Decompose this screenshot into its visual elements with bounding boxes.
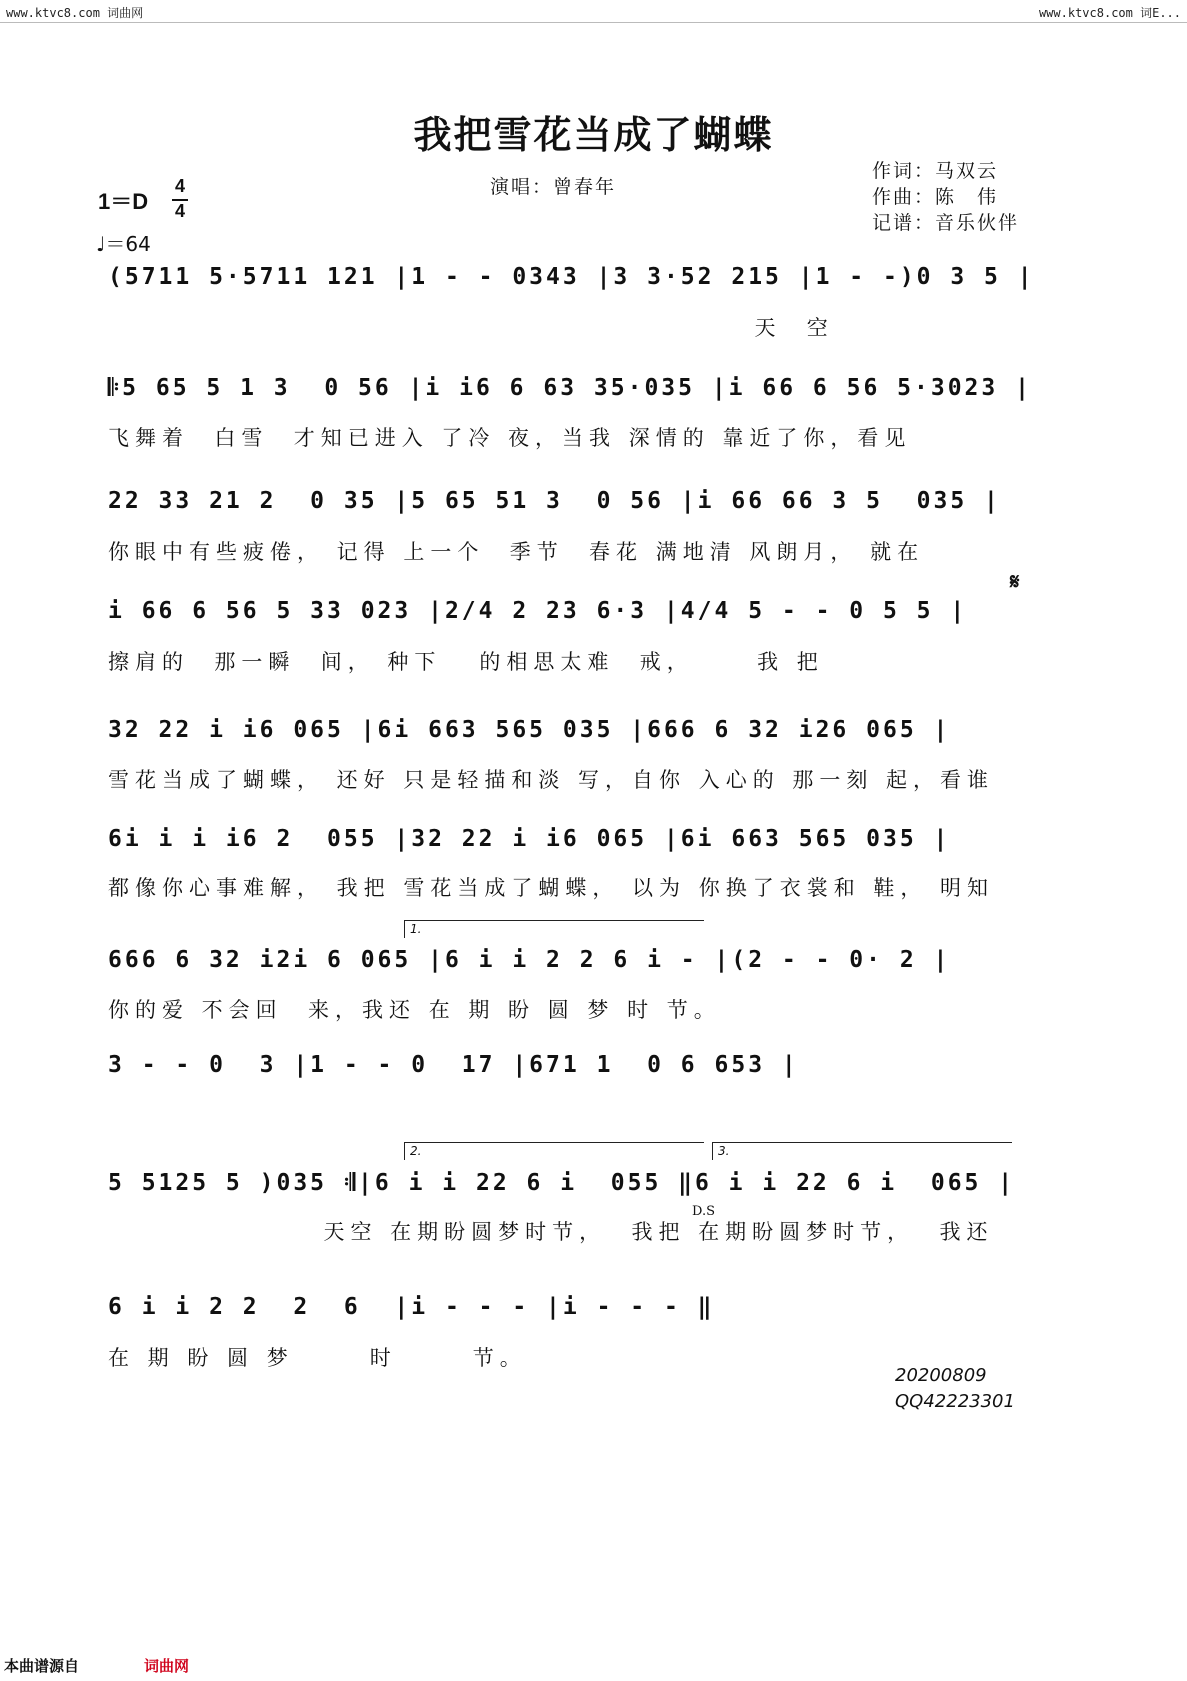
notation-row: [108, 717, 1098, 761]
volta-2-edge: [404, 1142, 405, 1160]
lyric-line: 在 期 盼 圆 梦 时 节。: [108, 1346, 527, 1370]
tempo-mark: ♩＝64: [96, 232, 151, 256]
notation-row: [108, 598, 1098, 642]
footer-site-link[interactable]: 词曲网: [144, 1657, 190, 1675]
lyric-line: 雪花当成了蝴蝶， 还好 只是轻描和淡 写，自你 入心的 那一刻 起，看谁: [108, 768, 995, 792]
key-signature: 1＝D: [98, 189, 149, 214]
volta-3-label: 3.: [718, 1144, 730, 1158]
notation-line: i 66 6 56 5 33 023 |2/4 2 23 6·3 |4/4 5 - - 0 5 5 |: [108, 598, 968, 624]
transcription-date: 20200809: [895, 1365, 987, 1386]
notation-line: (5711 5·5711 121 |1 - - 0343 |3 3·52 215 |1 - -)0 3 5 |: [108, 264, 1035, 290]
volta-2-label: 2.: [410, 1144, 422, 1158]
notation-row: [108, 826, 1098, 870]
notation-row: [108, 488, 1098, 532]
composer-credit: 作曲：陈 伟: [872, 186, 999, 208]
lyric-line: 都像你心事难解， 我把 雪花当成了蝴蝶， 以为 你换了衣裳和 鞋， 明知: [108, 876, 995, 900]
lyric-line: 天 空: [108, 316, 834, 340]
lyric-line: 你眼中有些疲倦， 记得 上一个 季节 春花 满地清 风朗月， 就在: [108, 540, 925, 564]
time-signature-top: 4: [175, 176, 186, 196]
notation-row: [108, 375, 1098, 419]
lyric-line: 擦肩的 那一瞬 间， 种下 的相思太难 戒， 我 把: [108, 650, 824, 674]
notation-line: 6i i i i6 2 055 |32 22 i i6 065 |6i 663 565 035 |: [108, 826, 951, 852]
lyric-line: 你的爱 不会回 来，我还 在 期 盼 圆 梦 时 节。: [108, 998, 721, 1022]
volta-1-edge: [404, 920, 405, 938]
volta-1-label: 1.: [410, 922, 422, 936]
transcriber-qq: QQ42223301: [895, 1391, 1015, 1412]
notation-row: [108, 1294, 1098, 1338]
song-title: 我把雪花当成了蝴蝶: [413, 112, 774, 157]
volta-3-edge: [712, 1142, 713, 1160]
volta-1-bracket: [404, 920, 704, 921]
volta-2-bracket: [404, 1142, 704, 1143]
notation-line: 𝄆5 65 5 1 3 0 56 |i i6 6 63 35·035 |i 66 6 56 5·3023 |: [108, 375, 1032, 401]
notation-line: 5 5125 5 )035 𝄇|6 i i 22 6 i 055 ‖6 i i 22 6 i 065 |: [108, 1170, 1016, 1196]
footer-source-label: 本曲谱源自: [4, 1657, 80, 1675]
lyricist-credit: 作词：马双云: [872, 160, 999, 182]
notation-line: 666 6 32 i2i 6 065 |6 i i 2 2 6 i - |(2 - - 0· 2 |: [108, 947, 951, 973]
ds-mark: D.S: [692, 1204, 715, 1219]
notation-row: [108, 1170, 1098, 1214]
watermark-left: www.ktvc8.com 词曲网: [6, 6, 144, 20]
header-rule: [0, 22, 1187, 23]
notation-row: [108, 264, 1098, 308]
time-signature-bottom: 4: [175, 201, 186, 221]
singer-credit: 演唱：曾春年: [490, 176, 617, 198]
volta-3-bracket: [712, 1142, 1012, 1143]
transcriber-credit: 记谱：音乐伙伴: [872, 212, 1020, 234]
notation-line: 6 i i 2 2 2 6 |i - - - |i - - - ‖: [108, 1294, 715, 1320]
notation-line: 32 22 i i6 065 |6i 663 565 035 |666 6 32 i26 065 |: [108, 717, 951, 743]
notation-line: 22 33 21 2 0 35 |5 65 51 3 0 56 |i 66 66 3 5 035 |: [108, 488, 1001, 514]
watermark-right: www.ktvc8.com 词E...: [1038, 6, 1181, 20]
notation-line: 3 - - 0 3 |1 - - 0 17 |671 1 0 6 653 |: [108, 1052, 799, 1078]
segno-icon: 𝄋: [1010, 570, 1020, 595]
lyric-line: 飞舞着 白雪 才知已进入 了冷 夜，当我 深情的 靠近了你，看见: [108, 426, 912, 450]
notation-row: [108, 1052, 1098, 1096]
notation-row: [108, 947, 1098, 991]
lyric-line: 天空 在期盼圆梦时节， 我把 在期盼圆梦时节， 我还: [108, 1220, 994, 1244]
